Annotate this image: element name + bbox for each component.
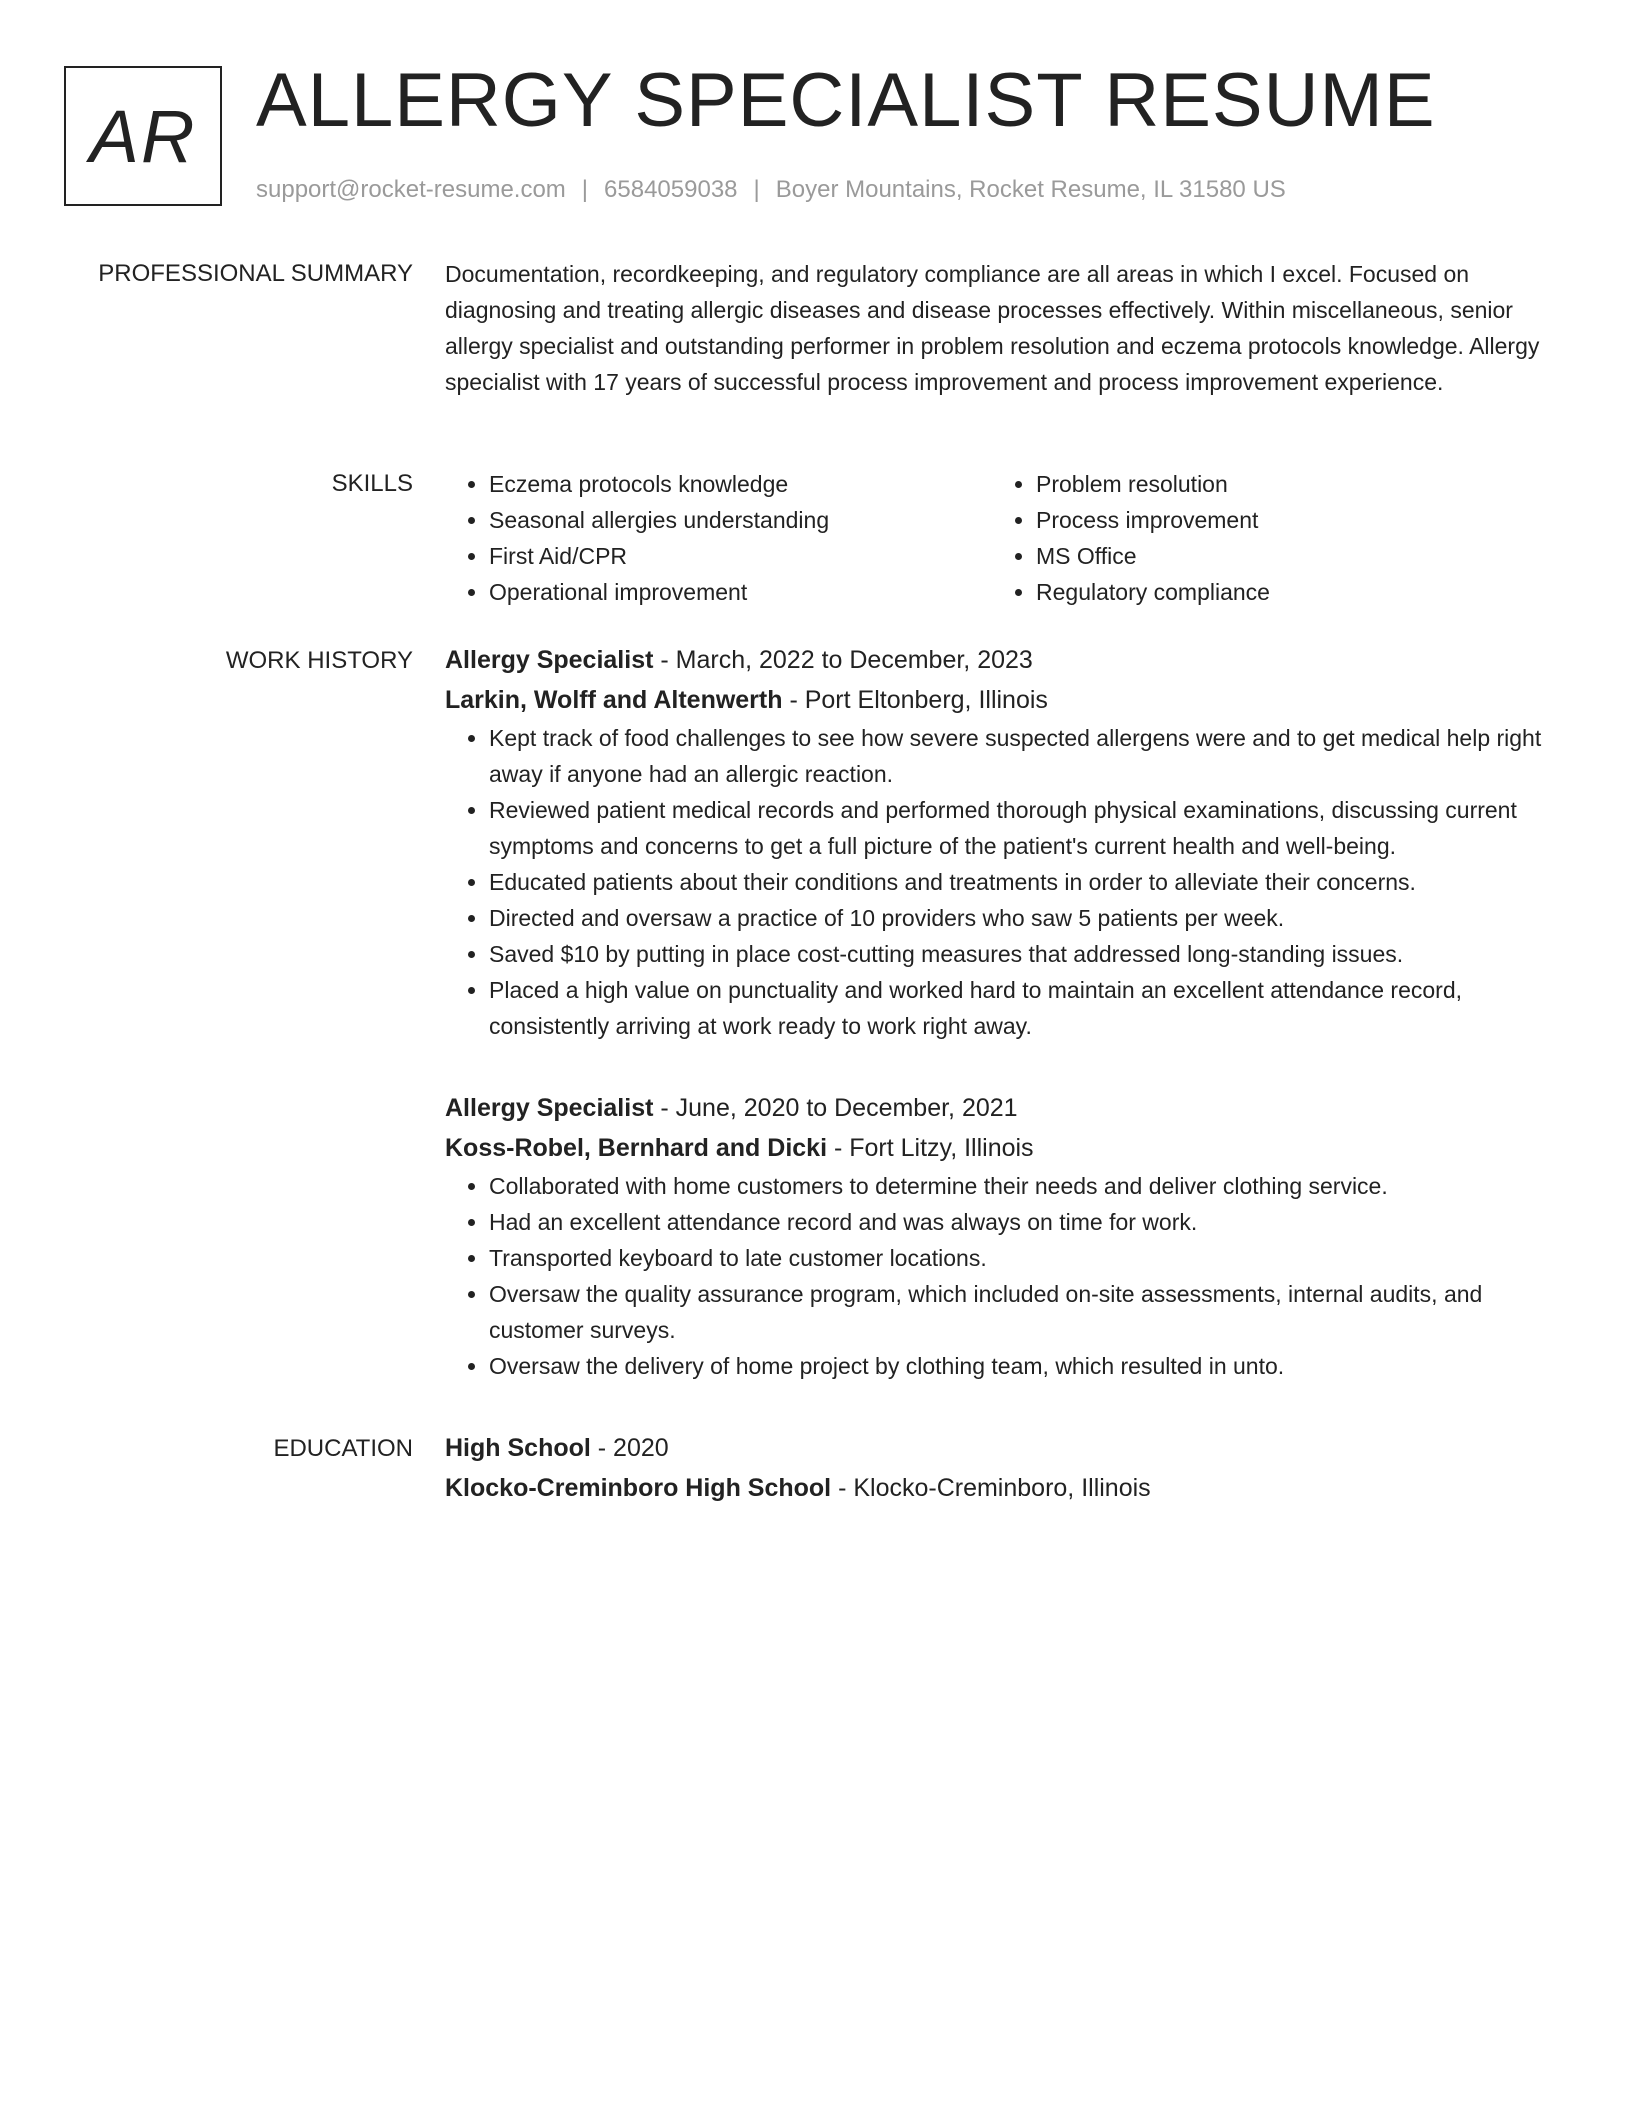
skills-list-right — [992, 466, 1539, 610]
skills-section — [445, 466, 1560, 610]
skill-item: • Process improvement — [1036, 502, 1539, 538]
job-bullet: • Placed a high value on punctuality and worked hard to maintain an excellent attendance record, consistently arriving at work ready to work right away. — [489, 972, 1560, 1044]
monogram-logo: AR — [64, 66, 222, 206]
job-bullet: • Saved $10 by putting in place cost-cutting measures that addressed long-standing issues. — [489, 936, 1560, 972]
education-location: - Klocko-Creminboro, Illinois — [831, 1474, 1151, 1502]
job-bullet: • Educated patients about their conditions and treatments in order to alleviate their concerns. — [489, 864, 1560, 900]
job-entry — [445, 1088, 1560, 1384]
skills-list-left — [445, 466, 992, 610]
education-section — [445, 1428, 1560, 1508]
summary-text: Documentation, recordkeeping, and regulatory compliance are all areas in which I excel. Focused on diagnosing and treating allergic diseases and disease processes effectively. Within miscellaneous, senior allergy specialist and outstanding performer in problem resolution and eczema protocols knowledge. Allergy specialist with 17 years of successful process improvement and process improvement experience. — [445, 261, 1540, 395]
job-title: Allergy Specialist — [445, 646, 654, 674]
job-bullet: • Oversaw the quality assurance program, which included on-site assessments, internal audits, and customer surveys. — [489, 1276, 1560, 1348]
skill-item: • Seasonal allergies understanding — [489, 502, 992, 538]
job-bullet-list — [445, 720, 1560, 1044]
job-bullet-list — [445, 1168, 1560, 1384]
section-label-skills: SKILLS — [331, 470, 413, 497]
job-company: Larkin, Wolff and Altenwerth — [445, 686, 783, 714]
job-company-line — [445, 1128, 1560, 1168]
contact-email: support@rocket-resume.com — [256, 176, 566, 203]
contact-separator: | — [753, 176, 760, 203]
summary-section — [445, 256, 1560, 400]
contact-address: Boyer Mountains, Rocket Resume, IL 31580 US — [775, 176, 1286, 203]
job-entry — [445, 640, 1560, 1044]
job-location: - Port Eltonberg, Illinois — [782, 686, 1048, 714]
education-school-line — [445, 1468, 1560, 1508]
job-bullet: • Collaborated with home customers to determine their needs and deliver clothing service. — [489, 1168, 1560, 1204]
job-company-line — [445, 680, 1560, 720]
job-title-line — [445, 640, 1560, 680]
job-title: Allergy Specialist — [445, 1094, 654, 1122]
section-label-work-history: WORK HISTORY — [225, 647, 413, 674]
education-degree: High School — [445, 1434, 591, 1462]
job-bullet: • Oversaw the delivery of home project by clothing team, which resulted in unto. — [489, 1348, 1560, 1384]
education-degree-line — [445, 1428, 1560, 1468]
education-school: Klocko-Creminboro High School — [445, 1474, 832, 1502]
skill-item: • First Aid/CPR — [489, 538, 992, 574]
skill-item: • Operational improvement — [489, 574, 992, 610]
skill-item: • Eczema protocols knowledge — [489, 466, 992, 502]
job-bullet: • Directed and oversaw a practice of 10 providers who saw 5 patients per week. — [489, 900, 1560, 936]
job-bullet: • Transported keyboard to late customer locations. — [489, 1240, 1560, 1276]
section-label-summary: PROFESSIONAL SUMMARY — [98, 260, 413, 287]
job-bullet: • Reviewed patient medical records and performed thorough physical examinations, discussing current symptoms and concerns to get a full picture of the patient's current health and well-being. — [489, 792, 1560, 864]
job-bullet: • Kept track of food challenges to see how severe suspected allergens were and to get medical help right away if anyone had an allergic reaction. — [489, 720, 1560, 792]
education-year: - 2020 — [590, 1434, 669, 1462]
skill-item: • Regulatory compliance — [1036, 574, 1539, 610]
job-title-line — [445, 1088, 1560, 1128]
skill-item: • Problem resolution — [1036, 466, 1539, 502]
contact-separator: | — [581, 176, 589, 203]
page-title: ALLERGY SPECIALIST RESUME — [256, 58, 1436, 143]
contact-line — [256, 174, 1286, 206]
job-location: - Fort Litzy, Illinois — [827, 1134, 1034, 1162]
job-bullet: • Had an excellent attendance record and was always on time for work. — [489, 1204, 1560, 1240]
contact-phone: 6584059038 — [604, 176, 738, 203]
section-label-education: EDUCATION — [273, 1435, 413, 1462]
job-dates: - June, 2020 to December, 2021 — [653, 1094, 1018, 1122]
job-dates: - March, 2022 to December, 2023 — [653, 646, 1033, 674]
skill-item: • MS Office — [1036, 538, 1539, 574]
job-company: Koss-Robel, Bernhard and Dicki — [445, 1134, 828, 1162]
